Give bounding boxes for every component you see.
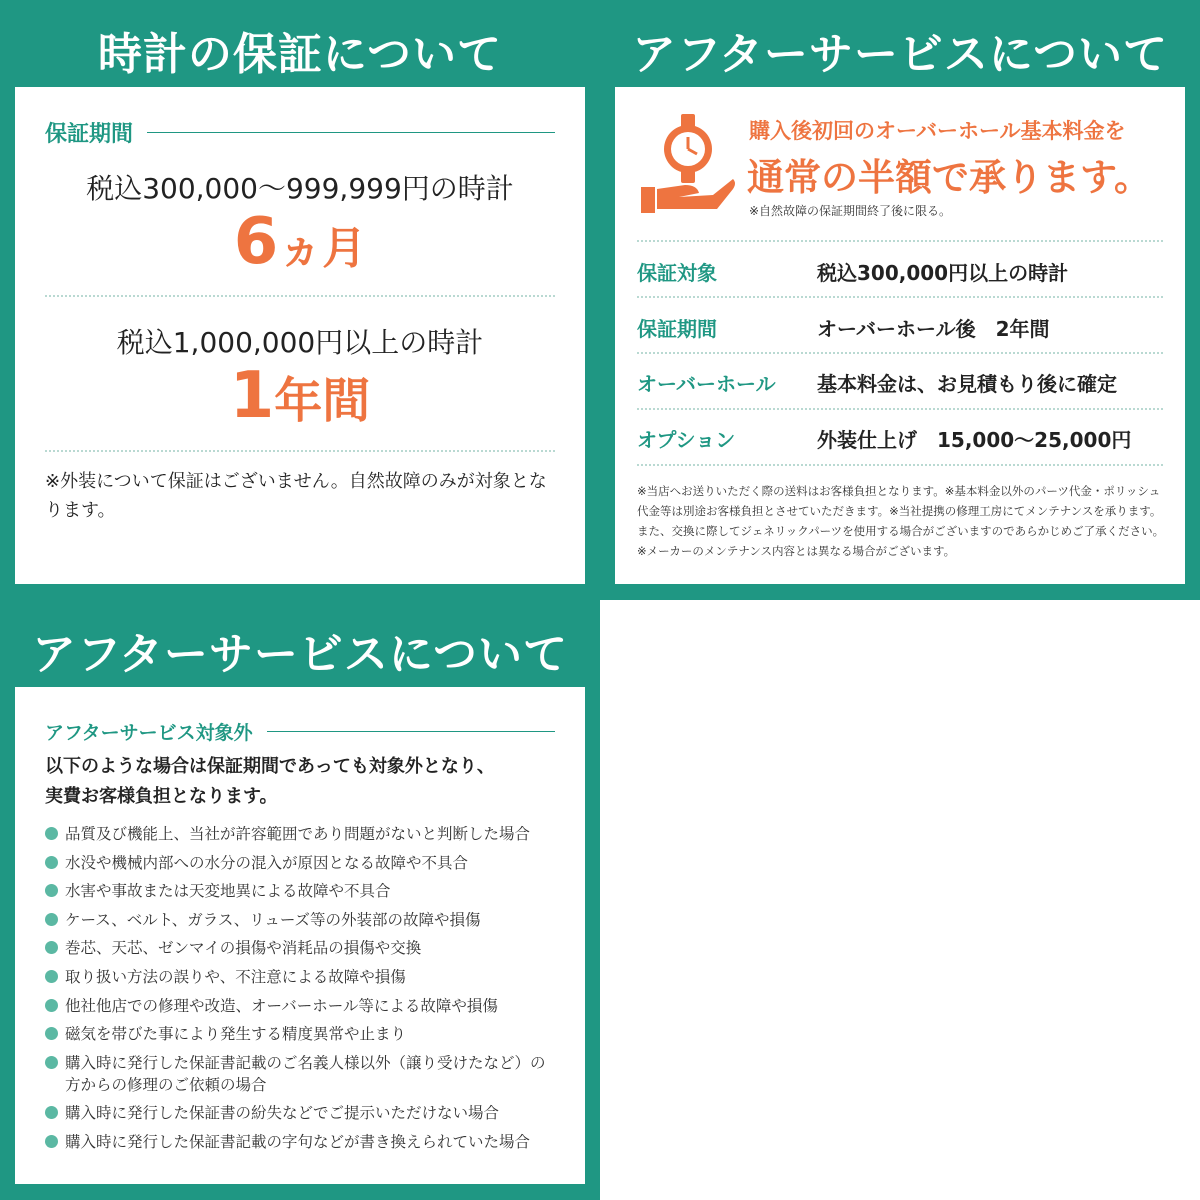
service-row-overhaul [637, 362, 1163, 402]
bullet-icon [45, 1027, 58, 1040]
exclusions-title: アフターサービスについて [31, 629, 569, 680]
list-item-text: 他社他店での修理や改造、オーバーホール等による故障や損傷 [65, 996, 498, 1015]
list-item [45, 966, 555, 988]
row-key: 保証期間 [637, 316, 717, 341]
bullet-icon [45, 970, 58, 983]
divider [147, 132, 555, 133]
bullet-icon [45, 913, 58, 926]
bullet-icon [45, 1056, 58, 1069]
list-item-text: 水没や機械内部への水分の混入が原因となる故障や不具合 [65, 853, 469, 872]
warranty-period-label: 保証期間 [45, 122, 134, 147]
promo-line-2: 通常の半額で承ります。 [747, 156, 1152, 199]
warranty-panel [0, 0, 600, 600]
bullet-icon [45, 856, 58, 869]
bullet-icon [45, 941, 58, 954]
service-row-period [637, 307, 1163, 347]
tier2-number: 1 [229, 359, 275, 433]
exclusions-panel [0, 600, 600, 1200]
row-value: オーバーホール後 2年間 [817, 316, 1050, 341]
list-item-text: 巻芯、天芯、ゼンマイの損傷や消耗品の損傷や交換 [65, 939, 422, 958]
warranty-note: ※外装について保証はございません。自然故障のみが対象となります。 [45, 471, 547, 521]
warranty-title: 時計の保証について [97, 29, 503, 80]
list-item-text: 水害や事故または天変地異による故障や不具合 [65, 882, 391, 901]
divider [637, 352, 1163, 354]
list-item [45, 995, 555, 1017]
exclusions-intro-1: 以下のような場合は保証期間であっても対象外となり、 [45, 756, 495, 777]
list-item [45, 1102, 555, 1124]
list-item [45, 937, 555, 959]
exclusions-label: アフターサービス対象外 [45, 722, 253, 744]
divider [267, 731, 555, 732]
bullet-icon [45, 827, 58, 840]
list-item-text: 購入時に発行した保証書記載のご名義人様以外（譲り受けたなど）の方からの修理のご依頼の場合 [65, 1053, 546, 1094]
exclusions-intro-2: 実費お客様負担となります。 [45, 786, 278, 807]
service-row-option [637, 418, 1163, 458]
warranty-card [15, 87, 585, 584]
exclusions-card [15, 687, 585, 1184]
tier1-duration [15, 205, 585, 279]
promo-line-1: 購入後初回のオーバーホール基本料金を [749, 119, 1126, 143]
exclusions-list [45, 823, 555, 1160]
list-item [45, 1023, 555, 1045]
divider [637, 296, 1163, 298]
after-service-panel [600, 0, 1200, 600]
row-value: 基本料金は、お見積もり後に確定 [817, 371, 1117, 396]
tier2-description: 税込1,000,000円以上の時計 [116, 326, 484, 359]
list-item [45, 909, 555, 931]
service-row-target [637, 251, 1163, 291]
tier1-number: 6 [233, 205, 279, 279]
row-value: 外装仕上げ 15,000〜25,000円 [817, 427, 1132, 452]
promo-note: ※自然故障の保証期間終了後に限る。 [749, 204, 952, 218]
warranty-section-header [45, 117, 555, 148]
row-key: オプション [637, 427, 736, 452]
list-item-text: 購入時に発行した保証書の紛失などでご提示いただけない場合 [65, 1104, 500, 1123]
divider [45, 450, 555, 452]
list-item-text: ケース、ベルト、ガラス、リューズ等の外装部の故障や損傷 [65, 910, 481, 929]
list-item [45, 852, 555, 874]
hand-holding-watch-icon [637, 109, 737, 219]
list-item [45, 880, 555, 902]
bullet-icon [45, 1106, 58, 1119]
divider [637, 408, 1163, 410]
list-item-text: 磁気を帯びた事により発生する精度異常や止まり [65, 1025, 407, 1044]
exclusions-section-header [45, 718, 555, 745]
row-value: 税込300,000円以上の時計 [817, 260, 1069, 285]
divider [45, 295, 555, 297]
row-key: 保証対象 [637, 260, 717, 285]
tier1-description: 税込300,000〜999,999円の時計 [86, 172, 514, 205]
divider [637, 240, 1163, 242]
tier2-unit: 年間 [274, 373, 371, 429]
tier2-duration [15, 359, 585, 433]
bullet-icon [45, 999, 58, 1012]
divider [637, 464, 1163, 466]
service-footnote: ※当店へお送りいただく際の送料はお客様負担となります。※基本料金以外のパーツ代金・ポリッシュ代金等は別途お客様負担とさせていただきます。※当社提携の修理工房にてメンテナンスを承ります。また、交換に際してジェネリックパーツを使用する場合がございますのであらかじめご了承ください。※メーカーのメンテナンス内容とは異なる場合がございます。 [637, 484, 1165, 558]
row-key: オーバーホール [637, 371, 776, 396]
after-service-card [615, 87, 1185, 584]
list-item [45, 1131, 555, 1153]
list-item-text: 品質及び機能上、当社が許容範囲であり問題がないと判断した場合 [65, 825, 531, 843]
tier1-unit: ヵ月 [278, 223, 367, 274]
bullet-icon [45, 1135, 58, 1148]
list-item-text: 購入時に発行した保証書記載の字句などが書き換えられていた場合 [65, 1132, 531, 1151]
after-service-title: アフターサービスについて [631, 29, 1169, 80]
bullet-icon [45, 884, 58, 897]
list-item [45, 1052, 555, 1096]
list-item-text: 取り扱い方法の誤りや、不注意による故障や損傷 [65, 967, 406, 986]
list-item [45, 823, 555, 845]
